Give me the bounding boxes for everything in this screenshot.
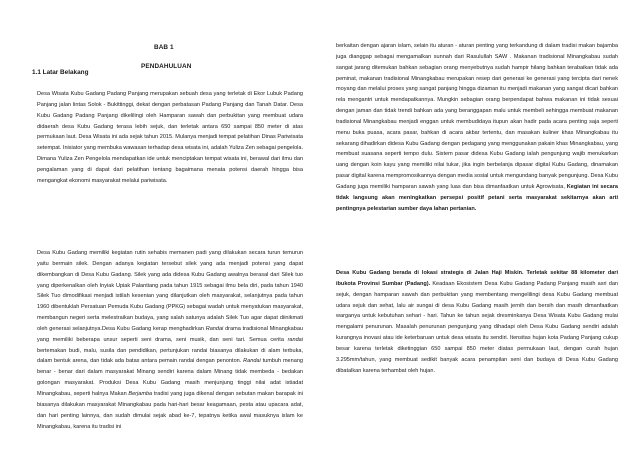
paragraph-intro: Desa Wisata Kubu Gadang Padang Panjang merupakan sebuah desa yang terletak di Ekor Lubuk Padang Panjang jalan lintas Solok - Bukittinggi, dekat dengan perbatasan Padang Panjang dan Tanah Datar. Desa Kubu Gadang Padang Panjang dikelilingi oleh Hamparan sawah dan perbukitan yang membuat udara didaerah desa Kubu Gadang terasa lebih sejuk, dan terletak antara 650 sampai 850 meter di atas permukaan laut. Desa Wisata ini ada sejak tahun 2015. Mulanya menjadi tempat pelatihan Dinas Pariwisata setempat. Inisiator yang membuka wawasan terhadap desa wisata ini, adalah Yuliza Zen sebagai pengelola. Dimana Yuliza Zen Pengelola mendapatkan ide untuk menciptakan tempat wisata ini, berawal dari ilmu dan pengalaman yang di dapat dari pelatihan tentang bagaimana menata potensi daerah hingga bisa mengangkat ekonomi masyarakat melalui pariwisata. [37,91,304,184]
section-heading: 1.1 Latar Belakang [32,69,89,76]
text-run: Desa Kubu Gadang memiliki kegiatan rutin sehabis memanen padi yang dilakukan secara turun temurun yaitu bermain silek. Dengan adanya kegiatan tersebut silek yang ada menjadi potensi yang dapat dikembangkan di Desa Kubu Gadang. Silek yang ada didesa Kubu Gadang awalnya berasal dari Silek tuo yang diperkenalkan oleh Inyiak Upiak Palantiang pada tahun 1915 sebagai ilmu bela diri, pada tahun 1940 Silek Tuo dimodifikasi menjadi istilah kesenian yang dilanjutkan oleh masyarakat, selanjutnya pada tahun 1960 dibentuklah Persatuan Pemuda Kubu Gadang (PPKG) sebagai wadah untuk menyatukan masyarakat, membangun negeri serta melestraikan budaya, yang salah satunya adalah Silek Tuo agar dapat diinikmati oleh generasi selanjutnya.Desa Kubu Gadang kerap menghadirkan [37,250,303,332]
italic-term: randai [287,336,303,343]
paragraph-culinary [336,41,618,215]
paragraph-silek-randai [37,248,303,432]
text-run: drama tradisional Minangkabau yang memiliki beberapa unsur seperti seni drama, seni musik, dan seni tari. Semua cerita [37,325,303,343]
text-run: berkaitan dengan ajaran islam, selain itu aturan - aturan penting yang terkandung di dalam tradisi makan bajamba juga dianggap sebagai mengamalkan sunnah dari Rasulullah SAW . Makanan tradisional Minangkabau sudah sangat jarang ditemukan bahkan sebagian orang menyebutnya sudah hampir hilang bahkan terabaikan tidak ada peminat, makanan tradisional Minangkabau merupakan resep dari generasi ke generasi yang tercipta dari nenek moyang dan melalui proses yang sangat panjang hingga dizaman itu menjadi makanan yang sangat dicari bahkan rela mengantri untuk mendapatkannya. Mungkin sebagian orang berpendapat bahwa makanan ini tidak sesuai dengan jaman dan tidak trendi bahkan ada yang beranggapan malu untuk membeli sehingga membuat makanan tradisional Minangkabau menjadi enggan untuk membudidaya itupun akan hadir pada acara penting saja seperti menu buka puasa, acara pasar, bahkan di acara akbar tertentu, dan masakan kuliner khas Minangkabau itu sekarang dihadirkan didesa Kubu Gadang dengan pedagang yang menggunakan pakain khas Minangkabau, yang membuat suasana seperti tempo dulu. Sistem pasar didesa Kubu Gadang ialah pengunjung wajib menukarkan uang dengan koin kayu yang memiliki nilai tukar, jika ingin berbelanja dipasar digital Kubu Gadang, dinamakan pasar digital karena mempromosikannya dengan media sosial untuk mengundang banyak pengunjung. Desa Kubu Gadang juga memiliki hamparan sawah yang luas dan bisa dimanfaatkan untuk Agrowisata, [336,43,618,190]
text-run: Keadaan Ekosistem Desa Kubu Gadang Padang Panjang masih asri dan sejuk, dengan hamparan sawah dan perbukitan yang membentang mengelilingi desa Kubu Gadang membuat udara sejuk dan sehat, lalu air sungai di desa Kubu Gadang masih jernih dan bersih dan masih dimanfaatkan warganya untuk kebutuhan sehari - hari. Tahun ke tahun sejak dresminkanya Desa Wisata Kubu Gadang mulai mengalami penurunan. Masalah penurunan pengunjung yang dihadapi oleh Desa Kubu Gadang sendiri adalah kurangnya inovasi atau ide keterbaruan untuk desa wisata itu sendiri. Itensitas hujan kota Padang Panjang cukup besar karena terletak diketinggian 650 sampai 850 meter diatas permukaan laut, dengan curah hujan 3.295mm/tahun, yang membuat sedikit banyak acara penampilan seni dan budaya di Desa Kubu Gadang dibatalkan karena terhambat oleh hujan. [336,280,618,374]
chapter-title: PENDAHULUAN [141,63,192,70]
italic-term: Berjamba [128,390,153,397]
text-run: tumbuh menang benar - benar dari dalam masyarakat Minang sendiri karena dalam Minang tidak membeda - bedakan golongan masyarakat. Produksi Desa Kubu Gadang masih menjunjung tinggi nilai adat istiadat Minangkabau, seperti halnya Makan [37,358,303,397]
text-run: tradisi yang juga dikenal dengan sebutan makan barapak ini biasanya dilakukan masyarakat Minangkabau pada hari-hari besar keagamaan, pesta atau upacara adat, dan hari penting lainnya, dan sudah dimulai sejak abad ke-7, tepatnya ketika awal masuknya islam ke Minangkabau, karena itu tradisi ini [37,390,303,430]
bold-statement: Kegiatan ini secara tidak langsung akan meningkatkan persepsi positif petani serta masyarakat sekitarnya akan arti pentingnya pelestarian sumber daya lahan pertanian. [336,183,618,212]
text-run: bertemakan budi, malu, susila dan pendidikan, pertunjukan randai biasanya dilakukan di alam terbuka, dalam bentuk arena, dan tidak ada batas antara pemain randai dengan penonton. [37,347,303,365]
italic-term: Randai [205,325,224,332]
paragraph-location [336,268,618,376]
chapter-number: BAB 1 [154,44,174,51]
italic-term: Randai [243,358,261,365]
bold-statement: Desa Kubu Gadang berada di lokasi strategis di Jalan Haji Miskin. Terletak sekitar 88 kilometer dari ibukota Provinsi Sumbar (Padang). [336,270,618,287]
